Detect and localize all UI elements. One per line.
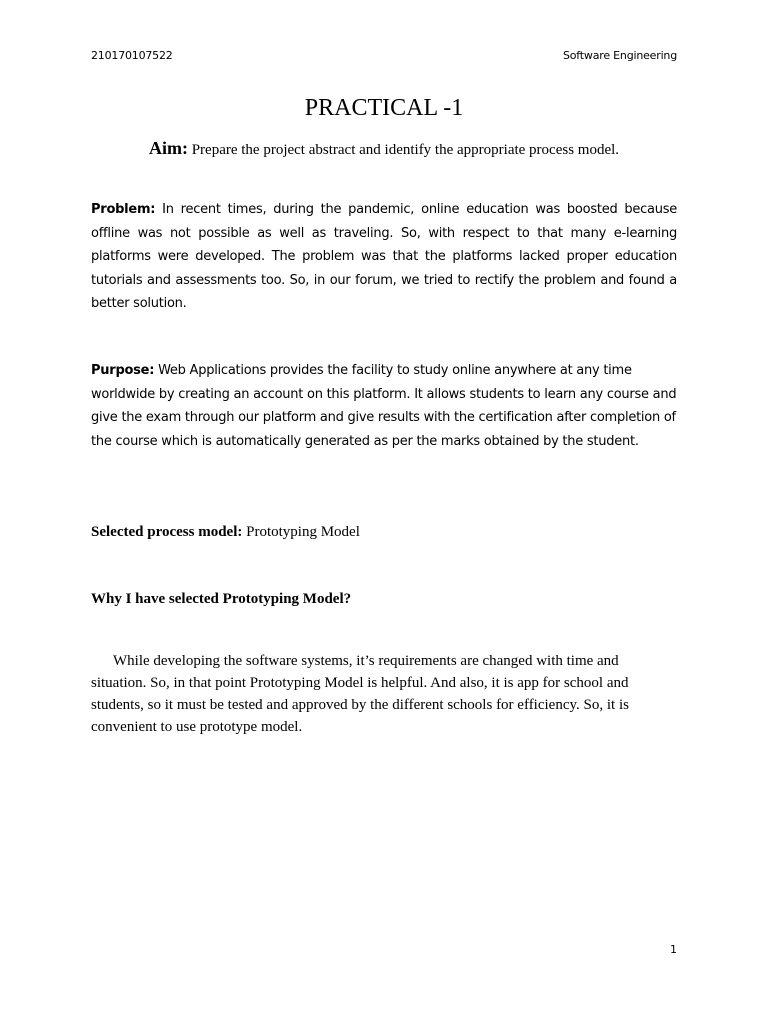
header-enrollment-number: 210170107522 xyxy=(91,49,173,62)
aim-label: Aim: xyxy=(148,138,188,158)
problem-label: Problem: xyxy=(91,202,156,217)
selected-model-label: Selected process model: xyxy=(91,524,243,540)
problem-text: In recent times, during the pandemic, online education was boosted because offline was not possible as well as traveling. So, with respect to that many e-learning platforms were developed. The problem was that the platforms lacked proper education tutorials and assessments too. So, in our forum, we tried to rectify the problem and found a better solution. xyxy=(91,202,677,311)
why-body-paragraph: While developing the software systems, it’s requirements are changed with time and situation. So, in that point Prototyping Model is helpful. And also, it is app for school and students, so it must be tested and approved by the different schools for efficiency. So, it is convenient to use prototype model. xyxy=(91,653,629,735)
page-number: 1 xyxy=(670,943,677,956)
selected-model-line xyxy=(91,521,677,543)
why-heading-text: Why I have selected Prototyping Model? xyxy=(91,591,352,607)
aim-line xyxy=(0,136,768,162)
purpose-paragraph xyxy=(91,359,677,453)
purpose-label: Purpose: xyxy=(91,363,155,378)
selected-model-value: Prototyping Model xyxy=(246,524,360,540)
aim-text: Prepare the project abstract and identify the appropriate process model. xyxy=(191,142,620,158)
page-title: PRACTICAL -1 xyxy=(304,95,464,121)
header-subject: Software Engineering xyxy=(563,49,677,62)
problem-paragraph xyxy=(91,198,677,316)
purpose-text: Web Applications provides the facility to study online anywhere at any time worldwide by creating an account on this platform. It allows students to learn any course and give the exam through our platform and give results with the certification after completion of the course which is automatically generated as per the marks obtained by the student. xyxy=(91,363,677,449)
why-heading xyxy=(91,588,677,610)
